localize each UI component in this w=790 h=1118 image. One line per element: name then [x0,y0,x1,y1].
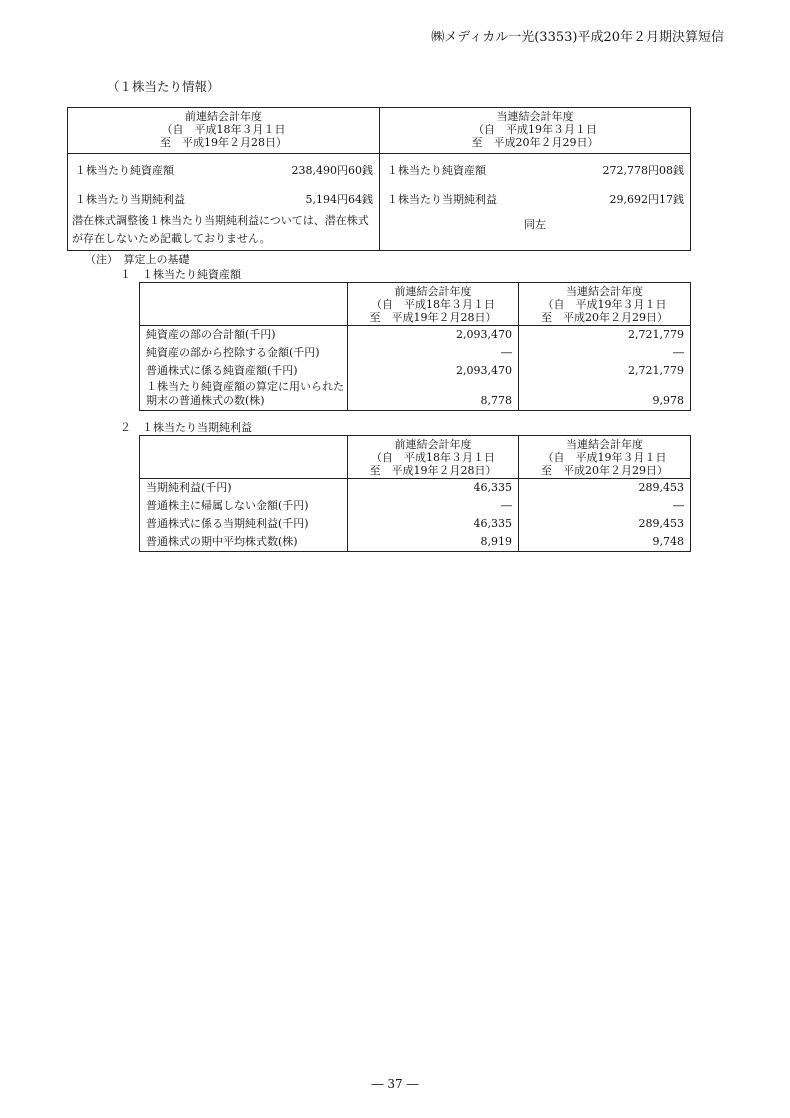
prev-period-header [348,436,519,479]
table-row [140,479,691,498]
prev-value: 46,335 [348,479,519,498]
row-label: １株当たり純資産額の算定に用いられた期末の普通株式の数(株) [140,380,348,411]
row-label: 普通株主に帰属しない金額(千円) [140,497,348,515]
prev-net-income-row [75,191,373,207]
per-share-info-table [67,107,691,251]
curr-value: ― [519,344,691,362]
net-income-basis-table [139,435,691,552]
row-label: １株当たり純資産額 [75,164,174,177]
table-row [140,533,691,552]
curr-period-from: （自 平成19年３月１日 [473,123,597,136]
section2-number: ２ [120,421,131,434]
prev-value: 8,778 [348,380,519,411]
curr-value: 2,721,779 [519,362,691,380]
curr-period-to: 至 平成20年２月29日） [541,311,668,324]
blank-header [140,436,348,479]
curr-net-assets-row [387,162,684,178]
table-row [140,326,691,345]
curr-value: 9,978 [519,380,691,411]
table-row [140,344,691,362]
curr-value: 2,721,779 [519,326,691,345]
curr-value: 289,453 [519,515,691,533]
curr-value: ― [519,497,691,515]
prev-value: 2,093,470 [348,362,519,380]
section-title: （１株当たり情報） [107,79,220,94]
prev-period-name: 前連結会計年度 [185,110,262,123]
row-label: 普通株式に係る純資産額(千円) [140,362,348,380]
row-label: １株当たり当期純利益 [75,193,185,206]
page-header: ㈱メディカル一光(3353)平成20年２月期決算短信 [431,30,724,45]
table-row [140,362,691,380]
curr-period-name: 当連結会計年度 [566,438,643,451]
prev-period-to: 至 平成19年２月28日） [369,464,497,477]
prev-value: 2,093,470 [348,326,519,345]
curr-period-header [380,108,691,154]
table-row [140,380,691,411]
prev-period-from: （自 平成18年３月１日 [371,451,495,464]
prev-period-values [68,154,380,251]
row-value: 29,692円17銭 [609,193,684,206]
curr-period-to: 至 平成20年２月29日） [471,136,599,149]
curr-value: 9,748 [519,533,691,552]
curr-net-income-row [387,191,684,207]
curr-period-from: （自 平成19年３月１日 [542,451,667,464]
row-value: 238,490円60銭 [291,164,373,177]
prev-period-header [68,108,380,154]
page-number: ― 37 ― [371,1077,419,1091]
row-label: 当期純利益(千円) [140,479,348,498]
curr-period-values [380,154,691,251]
row-label: 普通株式に係る当期純利益(千円) [140,515,348,533]
curr-period-name: 当連結会計年度 [566,285,643,298]
note-label: （注） 算定上の基礎 [85,253,190,266]
prev-period-name: 前連結会計年度 [394,438,472,451]
curr-value: 289,453 [519,479,691,498]
prev-period-from: （自 平成18年３月１日 [371,298,495,311]
prev-value: 46,335 [348,515,519,533]
blank-header [140,283,348,326]
curr-period-name: 当連結会計年度 [496,110,574,123]
table-row [140,497,691,515]
row-label: １株当たり当期純利益 [387,193,497,206]
row-value: 5,194円64銭 [305,193,373,206]
prev-period-name: 前連結会計年度 [394,285,472,298]
section2-title [120,419,252,435]
prev-value: ― [348,497,519,515]
section1-title [120,266,241,282]
diluted-eps-note: 潜在株式調整後１株当たり当期純利益については、潜在株式が存在しないため記載しておりません。 [72,214,369,245]
table-row [140,515,691,533]
net-assets-basis-table [139,282,691,411]
prev-period-header [348,283,519,326]
section1-title-text: １株当たり純資産額 [142,268,241,281]
prev-period-to: 至 平成19年２月28日） [160,136,287,149]
row-value: 272,778円08銭 [602,164,684,177]
prev-net-assets-row [75,162,373,178]
row-label: 純資産の部の合計額(千円) [140,326,348,345]
same-as-left-note: 同左 [524,218,546,231]
prev-value: 8,919 [348,533,519,552]
prev-period-to: 至 平成19年２月28日） [369,311,497,324]
row-label: 普通株式の期中平均株式数(株) [140,533,348,552]
curr-period-header [519,283,691,326]
curr-period-header [519,436,691,479]
curr-period-from: （自 平成19年３月１日 [542,298,667,311]
section2-title-text: １株当たり当期純利益 [142,421,252,434]
prev-value: ― [348,344,519,362]
row-label: 純資産の部から控除する金額(千円) [140,344,348,362]
curr-period-to: 至 平成20年２月29日） [541,464,668,477]
prev-period-from: （自 平成18年３月１日 [161,123,286,136]
section1-number: １ [120,268,131,281]
row-label: １株当たり純資産額 [387,164,486,177]
